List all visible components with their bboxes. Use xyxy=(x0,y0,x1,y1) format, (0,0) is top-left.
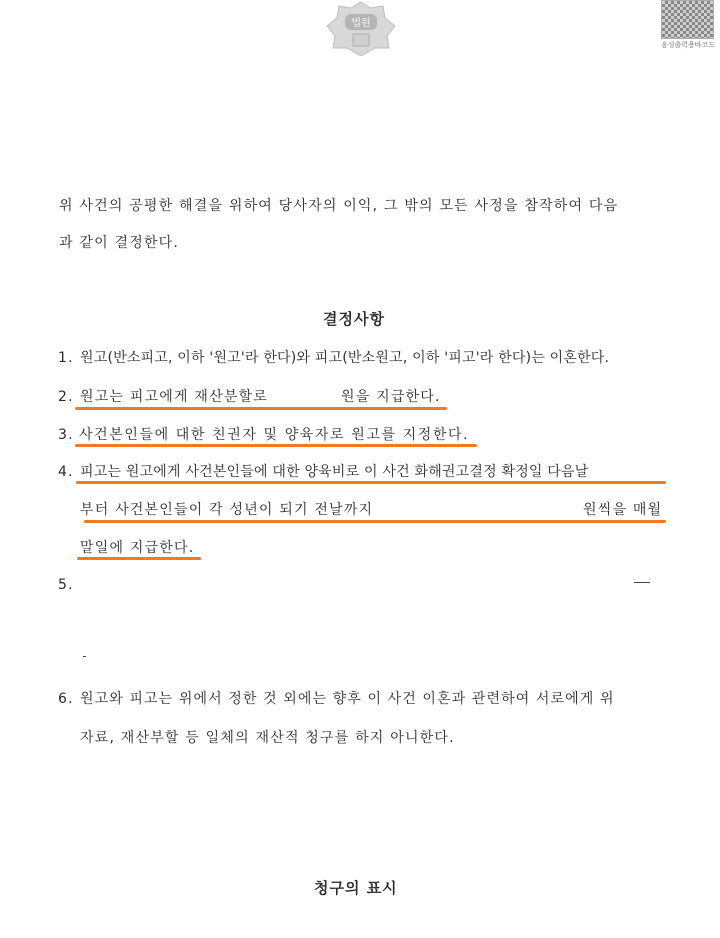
item-6-number: 6. xyxy=(58,691,74,707)
item-2-number: 2. xyxy=(58,389,74,405)
redaction-remnant xyxy=(634,582,650,583)
item-4-line-3: 말일에 지급한다. xyxy=(80,540,195,556)
highlight-underline xyxy=(75,444,477,447)
item-3-text: 사건본인들에 대한 친권자 및 양육자로 원고를 지정한다. xyxy=(79,427,470,443)
item-4-line-2b: 원씩을 매월 xyxy=(583,502,663,518)
item-1-number: 1. xyxy=(58,350,74,366)
highlight-underline xyxy=(84,520,666,523)
claim-title: 청구의 표시 xyxy=(314,879,398,897)
highlight-underline xyxy=(75,407,447,410)
item-2-text-a: 원고는 피고에게 재산분할로 xyxy=(80,389,268,405)
item-3-number: 3. xyxy=(58,427,74,443)
item-5-number: 5. xyxy=(58,577,74,593)
highlight-underline xyxy=(77,557,201,560)
decision-title: 결정사항 xyxy=(323,310,385,328)
item-4-line-1: 피고는 원고에게 사건본인들에 대한 양육비로 이 사건 화해권고결정 확정일 다음날 xyxy=(80,464,589,480)
intro-line-2: 과 같이 결정한다. xyxy=(59,235,180,251)
item-6-line-2: 자료, 재산부할 등 일체의 재산적 청구를 하지 아니한다. xyxy=(80,730,455,746)
redaction-remnant xyxy=(83,656,86,657)
highlight-underline xyxy=(76,481,666,484)
item-6-line-1: 원고와 피고는 위에서 정한 것 외에는 향후 이 사건 이혼과 관련하여 서로에게 위 xyxy=(80,691,615,707)
intro-line-1: 위 사건의 공평한 해결을 위하여 당사자의 이익, 그 밖의 모든 사정을 참작하여 다음 xyxy=(59,198,619,214)
item-4-line-2a: 부터 사건본인들이 각 성년이 되기 전날까지 xyxy=(80,502,374,518)
barcode-label: 음성출력용바코드 xyxy=(660,41,716,49)
seal-text: 법원 xyxy=(351,18,371,29)
court-seal-logo xyxy=(323,0,399,56)
item-2-text-b: 원을 지급한다. xyxy=(341,389,441,405)
item-4-number: 4. xyxy=(58,464,74,480)
barcode-icon xyxy=(661,0,714,39)
item-1-text: 원고(반소피고, 이하 '원고'라 한다)와 피고(반소원고, 이하 '피고'라 한다)는 이혼한다. xyxy=(80,350,610,366)
